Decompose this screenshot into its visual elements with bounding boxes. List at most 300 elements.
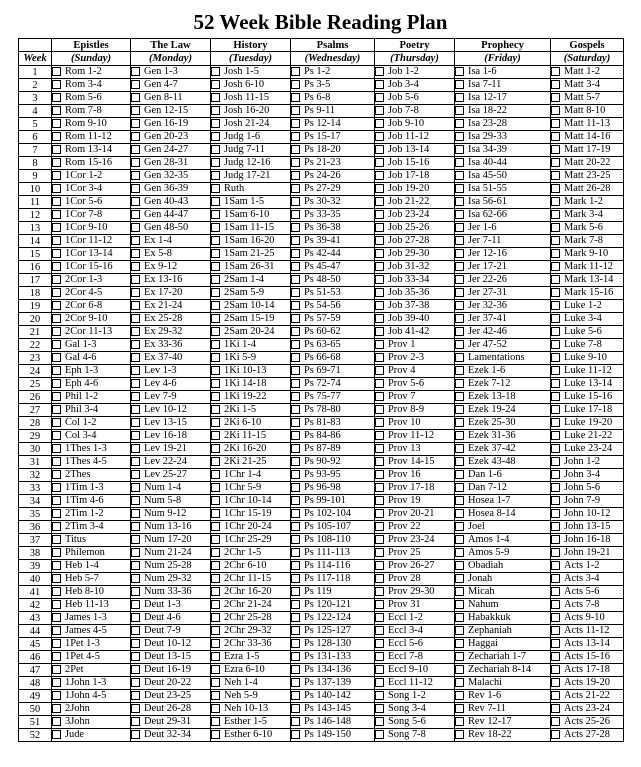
checkbox-icon[interactable] bbox=[131, 93, 140, 102]
checkbox-icon[interactable] bbox=[375, 223, 384, 232]
checkbox-icon[interactable] bbox=[291, 444, 300, 453]
checkbox-icon[interactable] bbox=[551, 509, 560, 518]
checkbox-icon[interactable] bbox=[52, 301, 61, 310]
checkbox-icon[interactable] bbox=[291, 275, 300, 284]
checkbox-icon[interactable] bbox=[551, 327, 560, 336]
checkbox-icon[interactable] bbox=[291, 691, 300, 700]
checkbox-icon[interactable] bbox=[52, 327, 61, 336]
checkbox-icon[interactable] bbox=[551, 223, 560, 232]
checkbox-icon[interactable] bbox=[52, 353, 61, 362]
checkbox-icon[interactable] bbox=[52, 249, 61, 258]
checkbox-icon[interactable] bbox=[375, 470, 384, 479]
checkbox-icon[interactable] bbox=[131, 483, 140, 492]
checkbox-icon[interactable] bbox=[551, 522, 560, 531]
checkbox-icon[interactable] bbox=[52, 210, 61, 219]
checkbox-icon[interactable] bbox=[375, 483, 384, 492]
checkbox-icon[interactable] bbox=[52, 509, 61, 518]
checkbox-icon[interactable] bbox=[52, 392, 61, 401]
checkbox-icon[interactable] bbox=[455, 470, 464, 479]
checkbox-icon[interactable] bbox=[551, 431, 560, 440]
checkbox-icon[interactable] bbox=[291, 80, 300, 89]
checkbox-icon[interactable] bbox=[551, 93, 560, 102]
checkbox-icon[interactable] bbox=[375, 249, 384, 258]
checkbox-icon[interactable] bbox=[131, 314, 140, 323]
checkbox-icon[interactable] bbox=[211, 171, 220, 180]
checkbox-icon[interactable] bbox=[131, 665, 140, 674]
checkbox-icon[interactable] bbox=[375, 210, 384, 219]
checkbox-icon[interactable] bbox=[52, 704, 61, 713]
checkbox-icon[interactable] bbox=[52, 184, 61, 193]
checkbox-icon[interactable] bbox=[375, 197, 384, 206]
checkbox-icon[interactable] bbox=[291, 639, 300, 648]
checkbox-icon[interactable] bbox=[131, 223, 140, 232]
checkbox-icon[interactable] bbox=[211, 678, 220, 687]
checkbox-icon[interactable] bbox=[551, 444, 560, 453]
checkbox-icon[interactable] bbox=[455, 587, 464, 596]
checkbox-icon[interactable] bbox=[131, 418, 140, 427]
checkbox-icon[interactable] bbox=[211, 392, 220, 401]
checkbox-icon[interactable] bbox=[52, 678, 61, 687]
checkbox-icon[interactable] bbox=[551, 249, 560, 258]
checkbox-icon[interactable] bbox=[455, 600, 464, 609]
checkbox-icon[interactable] bbox=[551, 691, 560, 700]
checkbox-icon[interactable] bbox=[375, 158, 384, 167]
checkbox-icon[interactable] bbox=[551, 80, 560, 89]
checkbox-icon[interactable] bbox=[52, 340, 61, 349]
checkbox-icon[interactable] bbox=[455, 184, 464, 193]
checkbox-icon[interactable] bbox=[131, 249, 140, 258]
checkbox-icon[interactable] bbox=[375, 132, 384, 141]
checkbox-icon[interactable] bbox=[455, 730, 464, 739]
checkbox-icon[interactable] bbox=[455, 275, 464, 284]
checkbox-icon[interactable] bbox=[551, 340, 560, 349]
checkbox-icon[interactable] bbox=[375, 379, 384, 388]
checkbox-icon[interactable] bbox=[291, 522, 300, 531]
checkbox-icon[interactable] bbox=[551, 704, 560, 713]
checkbox-icon[interactable] bbox=[375, 561, 384, 570]
checkbox-icon[interactable] bbox=[551, 275, 560, 284]
checkbox-icon[interactable] bbox=[131, 704, 140, 713]
checkbox-icon[interactable] bbox=[551, 600, 560, 609]
checkbox-icon[interactable] bbox=[455, 652, 464, 661]
checkbox-icon[interactable] bbox=[52, 223, 61, 232]
checkbox-icon[interactable] bbox=[52, 457, 61, 466]
checkbox-icon[interactable] bbox=[375, 236, 384, 245]
checkbox-icon[interactable] bbox=[455, 392, 464, 401]
checkbox-icon[interactable] bbox=[455, 132, 464, 141]
checkbox-icon[interactable] bbox=[375, 327, 384, 336]
checkbox-icon[interactable] bbox=[131, 522, 140, 531]
checkbox-icon[interactable] bbox=[291, 574, 300, 583]
checkbox-icon[interactable] bbox=[211, 80, 220, 89]
checkbox-icon[interactable] bbox=[52, 418, 61, 427]
checkbox-icon[interactable] bbox=[211, 522, 220, 531]
checkbox-icon[interactable] bbox=[211, 340, 220, 349]
checkbox-icon[interactable] bbox=[291, 288, 300, 297]
checkbox-icon[interactable] bbox=[551, 353, 560, 362]
checkbox-icon[interactable] bbox=[52, 600, 61, 609]
checkbox-icon[interactable] bbox=[52, 626, 61, 635]
checkbox-icon[interactable] bbox=[211, 600, 220, 609]
checkbox-icon[interactable] bbox=[455, 158, 464, 167]
checkbox-icon[interactable] bbox=[551, 197, 560, 206]
checkbox-icon[interactable] bbox=[291, 613, 300, 622]
checkbox-icon[interactable] bbox=[52, 665, 61, 674]
checkbox-icon[interactable] bbox=[375, 522, 384, 531]
checkbox-icon[interactable] bbox=[211, 509, 220, 518]
checkbox-icon[interactable] bbox=[291, 132, 300, 141]
checkbox-icon[interactable] bbox=[455, 522, 464, 531]
checkbox-icon[interactable] bbox=[291, 158, 300, 167]
checkbox-icon[interactable] bbox=[52, 470, 61, 479]
checkbox-icon[interactable] bbox=[375, 314, 384, 323]
checkbox-icon[interactable] bbox=[291, 535, 300, 544]
checkbox-icon[interactable] bbox=[551, 301, 560, 310]
checkbox-icon[interactable] bbox=[291, 106, 300, 115]
checkbox-icon[interactable] bbox=[375, 587, 384, 596]
checkbox-icon[interactable] bbox=[291, 93, 300, 102]
checkbox-icon[interactable] bbox=[52, 171, 61, 180]
checkbox-icon[interactable] bbox=[455, 314, 464, 323]
checkbox-icon[interactable] bbox=[131, 119, 140, 128]
checkbox-icon[interactable] bbox=[131, 158, 140, 167]
checkbox-icon[interactable] bbox=[455, 366, 464, 375]
checkbox-icon[interactable] bbox=[131, 717, 140, 726]
checkbox-icon[interactable] bbox=[211, 184, 220, 193]
checkbox-icon[interactable] bbox=[211, 145, 220, 154]
checkbox-icon[interactable] bbox=[455, 236, 464, 245]
checkbox-icon[interactable] bbox=[455, 457, 464, 466]
checkbox-icon[interactable] bbox=[551, 145, 560, 154]
checkbox-icon[interactable] bbox=[52, 730, 61, 739]
checkbox-icon[interactable] bbox=[211, 626, 220, 635]
checkbox-icon[interactable] bbox=[455, 483, 464, 492]
checkbox-icon[interactable] bbox=[291, 457, 300, 466]
checkbox-icon[interactable] bbox=[211, 119, 220, 128]
checkbox-icon[interactable] bbox=[551, 288, 560, 297]
checkbox-icon[interactable] bbox=[455, 379, 464, 388]
checkbox-icon[interactable] bbox=[52, 717, 61, 726]
checkbox-icon[interactable] bbox=[211, 561, 220, 570]
checkbox-icon[interactable] bbox=[291, 548, 300, 557]
checkbox-icon[interactable] bbox=[131, 626, 140, 635]
checkbox-icon[interactable] bbox=[211, 262, 220, 271]
checkbox-icon[interactable] bbox=[291, 171, 300, 180]
checkbox-icon[interactable] bbox=[131, 444, 140, 453]
checkbox-icon[interactable] bbox=[52, 67, 61, 76]
checkbox-icon[interactable] bbox=[291, 262, 300, 271]
checkbox-icon[interactable] bbox=[551, 236, 560, 245]
checkbox-icon[interactable] bbox=[131, 327, 140, 336]
checkbox-icon[interactable] bbox=[52, 145, 61, 154]
checkbox-icon[interactable] bbox=[455, 223, 464, 232]
checkbox-icon[interactable] bbox=[551, 314, 560, 323]
checkbox-icon[interactable] bbox=[375, 652, 384, 661]
checkbox-icon[interactable] bbox=[455, 145, 464, 154]
checkbox-icon[interactable] bbox=[375, 366, 384, 375]
checkbox-icon[interactable] bbox=[291, 561, 300, 570]
checkbox-icon[interactable] bbox=[455, 210, 464, 219]
checkbox-icon[interactable] bbox=[131, 652, 140, 661]
checkbox-icon[interactable] bbox=[52, 535, 61, 544]
checkbox-icon[interactable] bbox=[291, 626, 300, 635]
checkbox-icon[interactable] bbox=[52, 119, 61, 128]
checkbox-icon[interactable] bbox=[291, 366, 300, 375]
checkbox-icon[interactable] bbox=[375, 704, 384, 713]
checkbox-icon[interactable] bbox=[455, 496, 464, 505]
checkbox-icon[interactable] bbox=[551, 678, 560, 687]
checkbox-icon[interactable] bbox=[551, 67, 560, 76]
checkbox-icon[interactable] bbox=[375, 613, 384, 622]
checkbox-icon[interactable] bbox=[551, 405, 560, 414]
checkbox-icon[interactable] bbox=[52, 613, 61, 622]
checkbox-icon[interactable] bbox=[551, 210, 560, 219]
checkbox-icon[interactable] bbox=[52, 93, 61, 102]
checkbox-icon[interactable] bbox=[131, 197, 140, 206]
checkbox-icon[interactable] bbox=[455, 717, 464, 726]
checkbox-icon[interactable] bbox=[131, 548, 140, 557]
checkbox-icon[interactable] bbox=[131, 145, 140, 154]
checkbox-icon[interactable] bbox=[52, 639, 61, 648]
checkbox-icon[interactable] bbox=[291, 301, 300, 310]
checkbox-icon[interactable] bbox=[291, 392, 300, 401]
checkbox-icon[interactable] bbox=[52, 158, 61, 167]
checkbox-icon[interactable] bbox=[211, 301, 220, 310]
checkbox-icon[interactable] bbox=[551, 613, 560, 622]
checkbox-icon[interactable] bbox=[131, 353, 140, 362]
checkbox-icon[interactable] bbox=[131, 639, 140, 648]
checkbox-icon[interactable] bbox=[375, 275, 384, 284]
checkbox-icon[interactable] bbox=[375, 340, 384, 349]
checkbox-icon[interactable] bbox=[375, 535, 384, 544]
checkbox-icon[interactable] bbox=[131, 275, 140, 284]
checkbox-icon[interactable] bbox=[291, 197, 300, 206]
checkbox-icon[interactable] bbox=[551, 262, 560, 271]
checkbox-icon[interactable] bbox=[455, 301, 464, 310]
checkbox-icon[interactable] bbox=[131, 171, 140, 180]
checkbox-icon[interactable] bbox=[455, 405, 464, 414]
checkbox-icon[interactable] bbox=[375, 444, 384, 453]
checkbox-icon[interactable] bbox=[211, 717, 220, 726]
checkbox-icon[interactable] bbox=[551, 548, 560, 557]
checkbox-icon[interactable] bbox=[291, 340, 300, 349]
checkbox-icon[interactable] bbox=[455, 704, 464, 713]
checkbox-icon[interactable] bbox=[211, 106, 220, 115]
checkbox-icon[interactable] bbox=[291, 145, 300, 154]
checkbox-icon[interactable] bbox=[211, 548, 220, 557]
checkbox-icon[interactable] bbox=[455, 444, 464, 453]
checkbox-icon[interactable] bbox=[455, 262, 464, 271]
checkbox-icon[interactable] bbox=[52, 314, 61, 323]
checkbox-icon[interactable] bbox=[551, 717, 560, 726]
checkbox-icon[interactable] bbox=[291, 327, 300, 336]
checkbox-icon[interactable] bbox=[375, 392, 384, 401]
checkbox-icon[interactable] bbox=[52, 132, 61, 141]
checkbox-icon[interactable] bbox=[211, 158, 220, 167]
checkbox-icon[interactable] bbox=[131, 730, 140, 739]
checkbox-icon[interactable] bbox=[52, 652, 61, 661]
checkbox-icon[interactable] bbox=[375, 106, 384, 115]
checkbox-icon[interactable] bbox=[375, 418, 384, 427]
checkbox-icon[interactable] bbox=[291, 717, 300, 726]
checkbox-icon[interactable] bbox=[455, 197, 464, 206]
checkbox-icon[interactable] bbox=[211, 327, 220, 336]
checkbox-icon[interactable] bbox=[375, 93, 384, 102]
checkbox-icon[interactable] bbox=[131, 678, 140, 687]
checkbox-icon[interactable] bbox=[52, 587, 61, 596]
checkbox-icon[interactable] bbox=[131, 262, 140, 271]
checkbox-icon[interactable] bbox=[551, 496, 560, 505]
checkbox-icon[interactable] bbox=[52, 522, 61, 531]
checkbox-icon[interactable] bbox=[131, 613, 140, 622]
checkbox-icon[interactable] bbox=[455, 574, 464, 583]
checkbox-icon[interactable] bbox=[131, 184, 140, 193]
checkbox-icon[interactable] bbox=[291, 730, 300, 739]
checkbox-icon[interactable] bbox=[375, 665, 384, 674]
checkbox-icon[interactable] bbox=[211, 730, 220, 739]
checkbox-icon[interactable] bbox=[455, 119, 464, 128]
checkbox-icon[interactable] bbox=[131, 431, 140, 440]
checkbox-icon[interactable] bbox=[551, 418, 560, 427]
checkbox-icon[interactable] bbox=[551, 730, 560, 739]
checkbox-icon[interactable] bbox=[291, 184, 300, 193]
checkbox-icon[interactable] bbox=[291, 314, 300, 323]
checkbox-icon[interactable] bbox=[52, 379, 61, 388]
checkbox-icon[interactable] bbox=[291, 67, 300, 76]
checkbox-icon[interactable] bbox=[131, 392, 140, 401]
checkbox-icon[interactable] bbox=[291, 600, 300, 609]
checkbox-icon[interactable] bbox=[455, 626, 464, 635]
checkbox-icon[interactable] bbox=[551, 132, 560, 141]
checkbox-icon[interactable] bbox=[131, 210, 140, 219]
checkbox-icon[interactable] bbox=[211, 67, 220, 76]
checkbox-icon[interactable] bbox=[131, 457, 140, 466]
checkbox-icon[interactable] bbox=[52, 366, 61, 375]
checkbox-icon[interactable] bbox=[455, 171, 464, 180]
checkbox-icon[interactable] bbox=[131, 301, 140, 310]
checkbox-icon[interactable] bbox=[551, 119, 560, 128]
checkbox-icon[interactable] bbox=[291, 405, 300, 414]
checkbox-icon[interactable] bbox=[375, 626, 384, 635]
checkbox-icon[interactable] bbox=[52, 496, 61, 505]
checkbox-icon[interactable] bbox=[551, 158, 560, 167]
checkbox-icon[interactable] bbox=[131, 470, 140, 479]
checkbox-icon[interactable] bbox=[375, 262, 384, 271]
checkbox-icon[interactable] bbox=[131, 574, 140, 583]
checkbox-icon[interactable] bbox=[375, 730, 384, 739]
checkbox-icon[interactable] bbox=[211, 366, 220, 375]
checkbox-icon[interactable] bbox=[131, 80, 140, 89]
checkbox-icon[interactable] bbox=[131, 535, 140, 544]
checkbox-icon[interactable] bbox=[291, 431, 300, 440]
checkbox-icon[interactable] bbox=[375, 67, 384, 76]
checkbox-icon[interactable] bbox=[131, 691, 140, 700]
checkbox-icon[interactable] bbox=[211, 379, 220, 388]
checkbox-icon[interactable] bbox=[375, 145, 384, 154]
checkbox-icon[interactable] bbox=[375, 405, 384, 414]
checkbox-icon[interactable] bbox=[375, 639, 384, 648]
checkbox-icon[interactable] bbox=[211, 132, 220, 141]
checkbox-icon[interactable] bbox=[52, 80, 61, 89]
checkbox-icon[interactable] bbox=[211, 249, 220, 258]
checkbox-icon[interactable] bbox=[52, 275, 61, 284]
checkbox-icon[interactable] bbox=[455, 106, 464, 115]
checkbox-icon[interactable] bbox=[455, 80, 464, 89]
checkbox-icon[interactable] bbox=[131, 236, 140, 245]
checkbox-icon[interactable] bbox=[211, 496, 220, 505]
checkbox-icon[interactable] bbox=[52, 405, 61, 414]
checkbox-icon[interactable] bbox=[291, 223, 300, 232]
checkbox-icon[interactable] bbox=[551, 665, 560, 674]
checkbox-icon[interactable] bbox=[551, 457, 560, 466]
checkbox-icon[interactable] bbox=[52, 106, 61, 115]
checkbox-icon[interactable] bbox=[211, 275, 220, 284]
checkbox-icon[interactable] bbox=[131, 106, 140, 115]
checkbox-icon[interactable] bbox=[551, 171, 560, 180]
checkbox-icon[interactable] bbox=[551, 106, 560, 115]
checkbox-icon[interactable] bbox=[211, 665, 220, 674]
checkbox-icon[interactable] bbox=[291, 665, 300, 674]
checkbox-icon[interactable] bbox=[131, 587, 140, 596]
checkbox-icon[interactable] bbox=[52, 548, 61, 557]
checkbox-icon[interactable] bbox=[52, 574, 61, 583]
checkbox-icon[interactable] bbox=[52, 483, 61, 492]
checkbox-icon[interactable] bbox=[131, 509, 140, 518]
checkbox-icon[interactable] bbox=[291, 119, 300, 128]
checkbox-icon[interactable] bbox=[455, 509, 464, 518]
checkbox-icon[interactable] bbox=[375, 574, 384, 583]
checkbox-icon[interactable] bbox=[211, 652, 220, 661]
checkbox-icon[interactable] bbox=[131, 561, 140, 570]
checkbox-icon[interactable] bbox=[52, 288, 61, 297]
checkbox-icon[interactable] bbox=[455, 678, 464, 687]
checkbox-icon[interactable] bbox=[375, 301, 384, 310]
checkbox-icon[interactable] bbox=[291, 704, 300, 713]
checkbox-icon[interactable] bbox=[131, 132, 140, 141]
checkbox-icon[interactable] bbox=[291, 652, 300, 661]
checkbox-icon[interactable] bbox=[52, 444, 61, 453]
checkbox-icon[interactable] bbox=[551, 470, 560, 479]
checkbox-icon[interactable] bbox=[455, 249, 464, 258]
checkbox-icon[interactable] bbox=[551, 639, 560, 648]
checkbox-icon[interactable] bbox=[375, 509, 384, 518]
checkbox-icon[interactable] bbox=[455, 665, 464, 674]
checkbox-icon[interactable] bbox=[211, 613, 220, 622]
checkbox-icon[interactable] bbox=[291, 470, 300, 479]
checkbox-icon[interactable] bbox=[375, 717, 384, 726]
checkbox-icon[interactable] bbox=[375, 184, 384, 193]
checkbox-icon[interactable] bbox=[131, 288, 140, 297]
checkbox-icon[interactable] bbox=[211, 288, 220, 297]
checkbox-icon[interactable] bbox=[375, 431, 384, 440]
checkbox-icon[interactable] bbox=[131, 496, 140, 505]
checkbox-icon[interactable] bbox=[291, 509, 300, 518]
checkbox-icon[interactable] bbox=[455, 613, 464, 622]
checkbox-icon[interactable] bbox=[455, 327, 464, 336]
checkbox-icon[interactable] bbox=[211, 418, 220, 427]
checkbox-icon[interactable] bbox=[375, 496, 384, 505]
checkbox-icon[interactable] bbox=[291, 678, 300, 687]
checkbox-icon[interactable] bbox=[455, 535, 464, 544]
checkbox-icon[interactable] bbox=[455, 353, 464, 362]
checkbox-icon[interactable] bbox=[551, 535, 560, 544]
checkbox-icon[interactable] bbox=[211, 236, 220, 245]
checkbox-icon[interactable] bbox=[375, 80, 384, 89]
checkbox-icon[interactable] bbox=[211, 704, 220, 713]
checkbox-icon[interactable] bbox=[291, 249, 300, 258]
checkbox-icon[interactable] bbox=[131, 379, 140, 388]
checkbox-icon[interactable] bbox=[211, 470, 220, 479]
